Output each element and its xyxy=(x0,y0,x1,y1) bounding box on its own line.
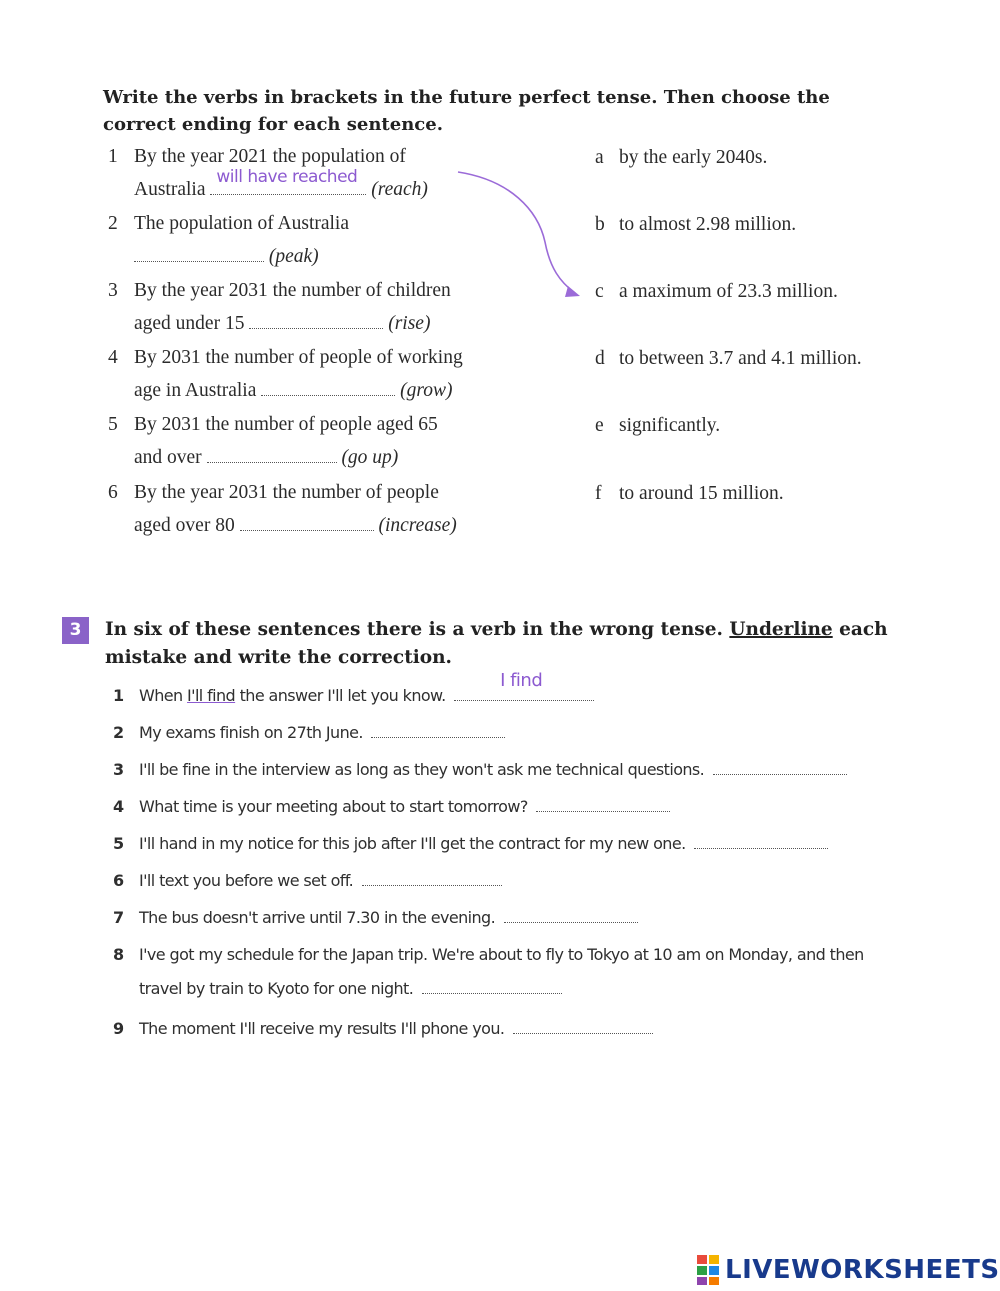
ex3-item-9: 9 The moment I'll receive my results I'll phone you. xyxy=(113,1012,653,1046)
answer-field-3[interactable] xyxy=(249,310,383,329)
ex2-item-2: 2 The population of Australia (peak) xyxy=(108,213,349,267)
answer-field-5[interactable] xyxy=(207,444,337,463)
correction-field-6[interactable] xyxy=(362,867,502,886)
correction-field-9[interactable] xyxy=(513,1015,653,1034)
answer-field-6[interactable] xyxy=(240,512,374,531)
logo-blocks-icon xyxy=(697,1255,719,1285)
ending-a[interactable]: a by the early 2040s. xyxy=(595,147,768,168)
ex2-item-6: 6 By the year 2031 the number of people aged over 80 (increase) xyxy=(108,482,457,536)
ending-d[interactable]: d to between 3.7 and 4.1 million. xyxy=(595,348,862,369)
answer-field-2[interactable] xyxy=(134,243,264,262)
ex2-item-5: 5 By 2031 the number of people aged 65 and over (go up) xyxy=(108,414,438,468)
logo-text: LIVEWORKSHEETS xyxy=(725,1255,1000,1285)
ending-e[interactable]: e significantly. xyxy=(595,415,721,436)
handwritten-answer: I find xyxy=(500,670,543,691)
ex3-item-3: 3 I'll be fine in the interview as long as they won't ask me technical questions. xyxy=(113,753,847,787)
exercise2-instruction: Write the verbs in brackets in the future perfect tense. Then choose the correct ending for each sentence. xyxy=(103,87,830,135)
ex3-item-7: 7 The bus doesn't arrive until 7.30 in the evening. xyxy=(113,901,638,935)
ex3-item-2: 2 My exams finish on 27th June. xyxy=(113,716,505,750)
ex3-item-4: 4 What time is your meeting about to start tomorrow? xyxy=(113,790,670,824)
ex2-item-3: 3 By the year 2031 the number of children aged under 15 (rise) xyxy=(108,280,451,334)
liveworksheets-logo xyxy=(697,1253,1000,1287)
correction-field-8[interactable] xyxy=(422,975,562,994)
ending-f[interactable]: f to around 15 million. xyxy=(595,483,784,504)
ex3-item-5: 5 I'll hand in my notice for this job after I'll get the contract for my new one. xyxy=(113,827,828,861)
ex3-item-6: 6 I'll text you before we set off. xyxy=(113,864,502,898)
correction-field-4[interactable] xyxy=(536,793,670,812)
ex2-item-1: 1 By the year 2021 the population of Australia will have reached (reach) xyxy=(108,146,428,200)
match-arrow xyxy=(440,160,590,310)
underlined-mistake: I'll find xyxy=(187,686,236,705)
ex2-item-4: 4 By 2031 the number of people of working age in Australia (grow) xyxy=(108,347,463,401)
correction-field-5[interactable] xyxy=(694,830,828,849)
ex3-item-1: 1 When I'll find the answer I'll let you know. I find xyxy=(113,679,594,713)
correction-field-2[interactable] xyxy=(371,719,505,738)
handwritten-answer: will have reached xyxy=(216,167,358,187)
correction-field-3[interactable] xyxy=(713,756,847,775)
correction-field-1[interactable] xyxy=(454,670,594,701)
exercise3-instruction: In six of these sentences there is a verb in the wrong tense. Underline each mistake and write the correction. xyxy=(105,619,888,668)
answer-field-4[interactable] xyxy=(261,377,395,396)
correction-field-7[interactable] xyxy=(504,904,638,923)
ending-b[interactable]: b to almost 2.98 million. xyxy=(595,214,797,235)
ending-c[interactable]: c a maximum of 23.3 million. xyxy=(595,281,838,302)
answer-field-1[interactable] xyxy=(210,167,366,195)
ex3-item-8: 8 I've got my schedule for the Japan trip. We're about to fly to Tokyo at 10 am on Monday, and then travel by train to Kyoto for one night. xyxy=(113,945,864,998)
exercise-number-badge: 3 xyxy=(62,617,89,644)
